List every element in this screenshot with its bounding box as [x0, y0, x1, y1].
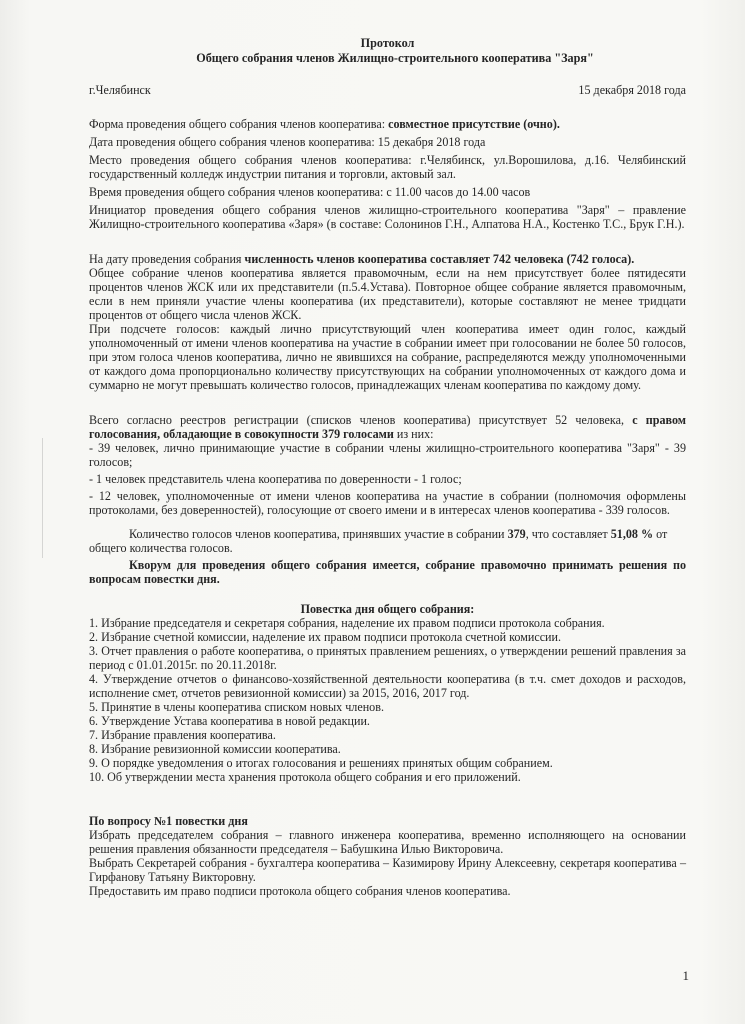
agenda-title: Повестка дня общего собрания: [300, 602, 475, 616]
members-count-value: численность членов кооператива составляет 742 человека (742 голоса). [244, 252, 635, 266]
attendance-item: - 12 человек, уполномоченные от имени членов кооператива на участие в собрании (полномочия оформлены протоколами, без доверенностей), голосующие от своего имени и в интересах членов кооператива - 339 голосов. [89, 489, 686, 517]
agenda-item: 4. Утверждение отчетов о финансово-хозяйственной деятельности кооператива (в т.ч. смет доходов и расходов, исполнение смет, отчетов ревизионной комиссии) за 2015, 2016, 2017 год. [89, 672, 686, 700]
question1-paragraph: Предоставить им право подписи протокола общего собрания членов кооператива. [89, 884, 511, 898]
quorum-legal-text: Общее собрание членов кооператива является правомочным, если на нем присутствует более пятидесяти процентов членов ЖСК или их представители (п.5.4.Устава). Повторное общее собрание является правомочным, если в нем приняли участие члены кооператива (их представители), которые составляют не менее тридцати процентов от общего числа членов ЖСК. [89, 266, 686, 322]
agenda-item: 1. Избрание председателя и секретаря собрания, наделение их правом подписи протокола собрания. [89, 616, 605, 630]
votes-percent: 51,08 % [610, 527, 654, 541]
votes-share [89, 527, 686, 555]
agenda-item: 7. Избрание правления кооператива. [89, 728, 276, 742]
meeting-date: Дата проведения общего собрания членов кооператива: 15 декабря 2018 года [89, 135, 486, 149]
question1-heading: По вопросу №1 повестки дня [89, 814, 248, 828]
agenda-item: 9. О порядке уведомления о итогах голосования и решениях принятых общим собранием. [89, 756, 553, 770]
members-count-prefix: На дату проведения собрания [89, 252, 245, 266]
agenda-item: 3. Отчет правления о работе кооператива, о принятых правлением решениях, о утверждении решений правления за период с 01.01.2015г. по 20.11.2018г. [89, 644, 686, 672]
question1-paragraph: Выбрать Секретарей собрания - бухгалтера кооператива – Казимирову Ирину Алексеевну, секретаря кооператива – Гирфанову Татьяну Викторовну. [89, 856, 686, 884]
quorum-conclusion: Кворум для проведения общего собрания имеется, собрание правомочно принимать решения по вопросам повестки дня. [89, 558, 686, 586]
vote-count-rules: При подсчете голосов: каждый лично присутствующий член кооператива имеет один голос, каждый уполномоченный от имени членов кооператива на участие в собрании имеет при голосовании не более 50 голосов, при этом голоса членов кооператива, лично не явившихся на собрание, распределяются между уполномоченными от каждого дома пропорционально количеству присутствующих на собрании уполномоченных от каждого дома и суммарно не могут превышать количество голосов, принадлежащих членам кооператива по каждому дому. [89, 322, 686, 392]
agenda-item: 5. Принятие в члены кооператива списком новых членов. [89, 700, 384, 714]
doc-subtitle: Общего собрания членов Жилищно-строительного кооператива "Заря" [196, 51, 594, 65]
votes-share-prefix: Количество голосов членов кооператива, принявших участие в собрании [129, 527, 508, 541]
city: г.Челябинск [89, 83, 151, 97]
meeting-form-value: совместное присутствие (очно). [388, 117, 560, 131]
votes-total: 379 [507, 527, 526, 541]
meeting-initiator: Инициатор проведения общего собрания членов жилищно-строительного кооператива "Заря" – правление Жилищно-строительного кооператива «Заря» (в составе: Солонинов Г.Н., Алпатова Н.А., Костенко Т.С., Брук Г.Н.). [89, 203, 686, 231]
doc-title: Протокол [360, 36, 415, 50]
meeting-form-label: Форма проведения общего собрания членов кооператива: [89, 117, 389, 131]
document-body [89, 36, 686, 898]
attendance-item: - 1 человек представитель члена кооператива по доверенности - 1 голос; [89, 472, 462, 486]
members-count [89, 252, 686, 266]
agenda-item: 6. Утверждение Устава кооператива в новой редакции. [89, 714, 370, 728]
meeting-time: Время проведения общего собрания членов кооператива: с 11.00 часов до 14.00 часов [89, 185, 531, 199]
votes-share-suffix: от общего количества голосов. [89, 527, 668, 555]
meeting-place: Место проведения общего собрания членов кооператива: г.Челябинск, ул.Ворошилова, д.16. Челябинский государственный колледж индустрии питания и торговли, актовый зал. [89, 153, 686, 181]
attendance-suffix: из них: [393, 427, 434, 441]
question1-paragraph: Избрать председателем собрания – главного инженера кооператива, временно исполняющего на основании решения правления обязанности председателя – Бабушкина Илью Викторовича. [89, 828, 686, 856]
attendance-prefix: Всего согласно реестров регистрации (списков членов кооператива) присутствует 52 человека, [89, 413, 633, 427]
agenda-item: 2. Избрание счетной комиссии, наделение их правом подписи протокола счетной комиссии. [89, 630, 562, 644]
attendance-item: - 39 человек, лично принимающие участие в собрании члены жилищно-строительного кооператива "Заря" - 39 голосов; [89, 441, 686, 469]
city-date-line [89, 83, 686, 97]
page-number: 1 [682, 968, 689, 983]
attendance-bold: с правом голосования, обладающие в совокупности 379 голосами [89, 413, 686, 441]
doc-date: 15 декабря 2018 года [578, 83, 686, 97]
agenda-item: 8. Избрание ревизионной комиссии кооператива. [89, 742, 341, 756]
meeting-form [89, 117, 686, 131]
votes-share-mid: , что составляет [525, 527, 611, 541]
paper-fold-mark [42, 438, 43, 558]
agenda-list [89, 616, 686, 784]
attendance-summary [89, 413, 686, 441]
agenda-item: 10. Об утверждении места хранения протокола общего собрания и его приложений. [89, 770, 521, 784]
